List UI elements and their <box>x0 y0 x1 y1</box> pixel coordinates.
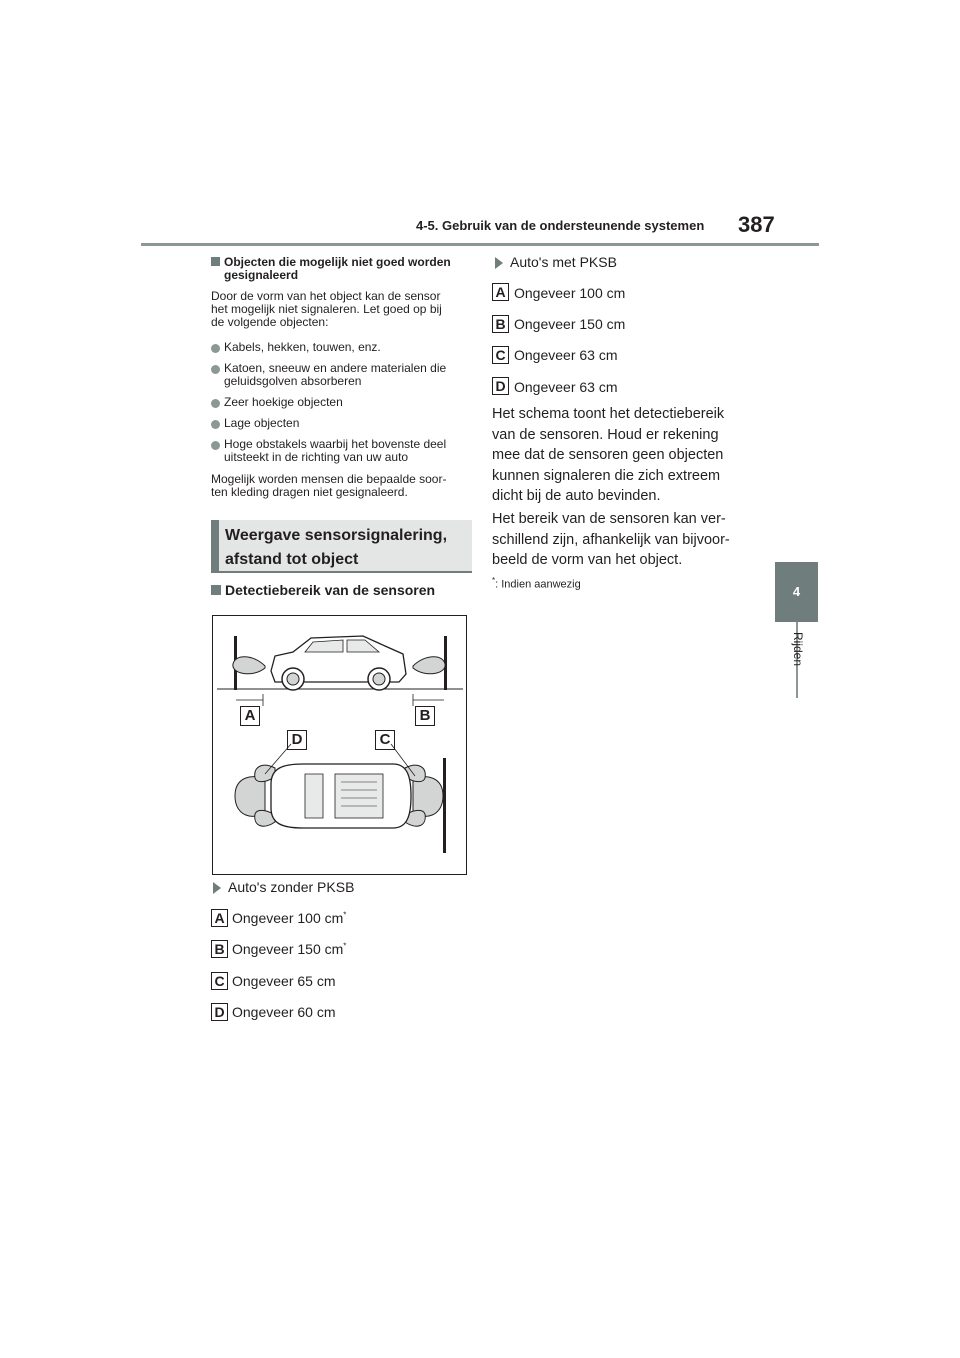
item-label-d: D <box>211 1003 228 1021</box>
diagram-label-d: D <box>287 730 307 750</box>
text-line: schillend zijn, afhankelijk van bijvoor- <box>492 531 730 548</box>
note-clothing <box>211 473 446 499</box>
footnote-marker: * <box>343 941 347 951</box>
text-line: kunnen signaleren die zich extreem <box>492 467 721 484</box>
triangle-bullet-icon <box>213 882 221 894</box>
chapter-label <box>783 632 813 692</box>
round-bullet-icon <box>211 420 220 429</box>
heading-undetected-objects <box>211 256 471 282</box>
round-bullet-icon <box>211 344 220 353</box>
right-item-text-a: Ongeveer 100 cm <box>514 285 626 301</box>
item-label-c: C <box>211 972 228 990</box>
right-item-text-d: Ongeveer 63 cm <box>514 379 618 395</box>
item-label-b: B <box>211 940 228 958</box>
paragraph-detection-range <box>492 404 724 507</box>
label-with-pksb: Auto's met PKSB <box>510 254 617 270</box>
diagram-label-b: B <box>415 706 435 726</box>
heading-line: gesignaleerd <box>224 268 299 282</box>
text-line: Door de vorm van het object kan de sensor <box>211 289 441 303</box>
bullet-high-obstacles <box>224 438 446 464</box>
section-title <box>225 524 470 572</box>
footnote <box>492 576 581 591</box>
sensor-range-illustration <box>213 616 466 874</box>
section-title-line: Weergave sensorsignalering, <box>225 527 448 544</box>
diagram-label-a: A <box>240 706 260 726</box>
header-rule <box>141 243 819 246</box>
right-item-text-c: Ongeveer 63 cm <box>514 347 618 363</box>
bullet-absorbing-materials <box>224 362 446 388</box>
text-line: het mogelijk niet signaleren. Let goed op bij <box>211 302 442 316</box>
text-line: Katoen, sneeuw en andere materialen die <box>224 361 447 375</box>
sensor-range-diagram <box>212 615 467 875</box>
text-line: Mogelijk worden mensen die bepaalde soor- <box>211 472 447 486</box>
text-line: van de sensoren. Houd er rekening <box>492 426 719 443</box>
bullet-cables: Kabels, hekken, touwen, enz. <box>224 340 381 354</box>
footnote-marker: * <box>492 576 496 585</box>
item-value: Ongeveer 100 cm <box>232 910 344 926</box>
footnote-text: : Indien aanwezig <box>495 578 581 591</box>
chapter-number: 4 <box>792 584 801 599</box>
text-line: beeld de vorm van het object. <box>492 552 683 568</box>
item-label-a: A <box>211 909 228 927</box>
right-item-label-b: B <box>492 315 509 333</box>
text-line: uitsteekt in de richting van uw auto <box>224 450 409 464</box>
text-line: geluidsgolven absorberen <box>224 374 362 388</box>
text-line: Het schema toont het detectiebereik <box>492 406 725 422</box>
right-item-label-c: C <box>492 346 509 364</box>
square-bullet-icon <box>211 585 221 595</box>
chapter-label-text: Rijden <box>791 632 805 667</box>
right-item-label-a: A <box>492 283 509 301</box>
right-item-text-b: Ongeveer 150 cm <box>514 316 626 332</box>
round-bullet-icon <box>211 365 220 374</box>
text-line: Hoge obstakels waarbij het bovenste deel <box>224 437 447 451</box>
heading-text: Detectiebereik van de sensoren <box>225 582 436 598</box>
item-text-a <box>232 910 346 926</box>
heading-detection-range <box>211 582 435 598</box>
running-header-section: 4-5. Gebruik van de ondersteunende systemen <box>416 218 705 233</box>
section-title-bar <box>211 520 219 572</box>
square-bullet-icon <box>211 257 220 266</box>
section-title-line: afstand tot object <box>225 551 359 568</box>
text-line: dicht bij de auto bevinden. <box>492 488 661 504</box>
text-line: de volgende objecten: <box>211 315 329 329</box>
right-item-label-d: D <box>492 377 509 395</box>
page-number: 387 <box>738 212 775 237</box>
item-value: Ongeveer 150 cm <box>232 941 344 957</box>
item-text-c: Ongeveer 65 cm <box>232 973 336 989</box>
round-bullet-icon <box>211 441 220 450</box>
round-bullet-icon <box>211 399 220 408</box>
text-line: ten kleding dragen niet gesignaleerd. <box>211 485 408 499</box>
heading-line: Objecten die mogelijk niet goed worden <box>224 255 451 269</box>
item-text-b <box>232 941 346 957</box>
intro-paragraph <box>211 290 473 329</box>
text-line: Het bereik van de sensoren kan ver- <box>492 511 726 527</box>
paragraph-range-variation <box>492 509 730 571</box>
item-text-d: Ongeveer 60 cm <box>232 1004 336 1020</box>
label-without-pksb: Auto's zonder PKSB <box>228 879 355 895</box>
diagram-label-c: C <box>375 730 395 750</box>
footnote-marker: * <box>343 910 347 920</box>
text-line: mee dat de sensoren geen objecten <box>492 447 724 463</box>
bullet-low-objects: Lage objecten <box>224 416 300 430</box>
bullet-angular-objects: Zeer hoekige objecten <box>224 395 343 409</box>
triangle-bullet-icon <box>495 257 503 269</box>
